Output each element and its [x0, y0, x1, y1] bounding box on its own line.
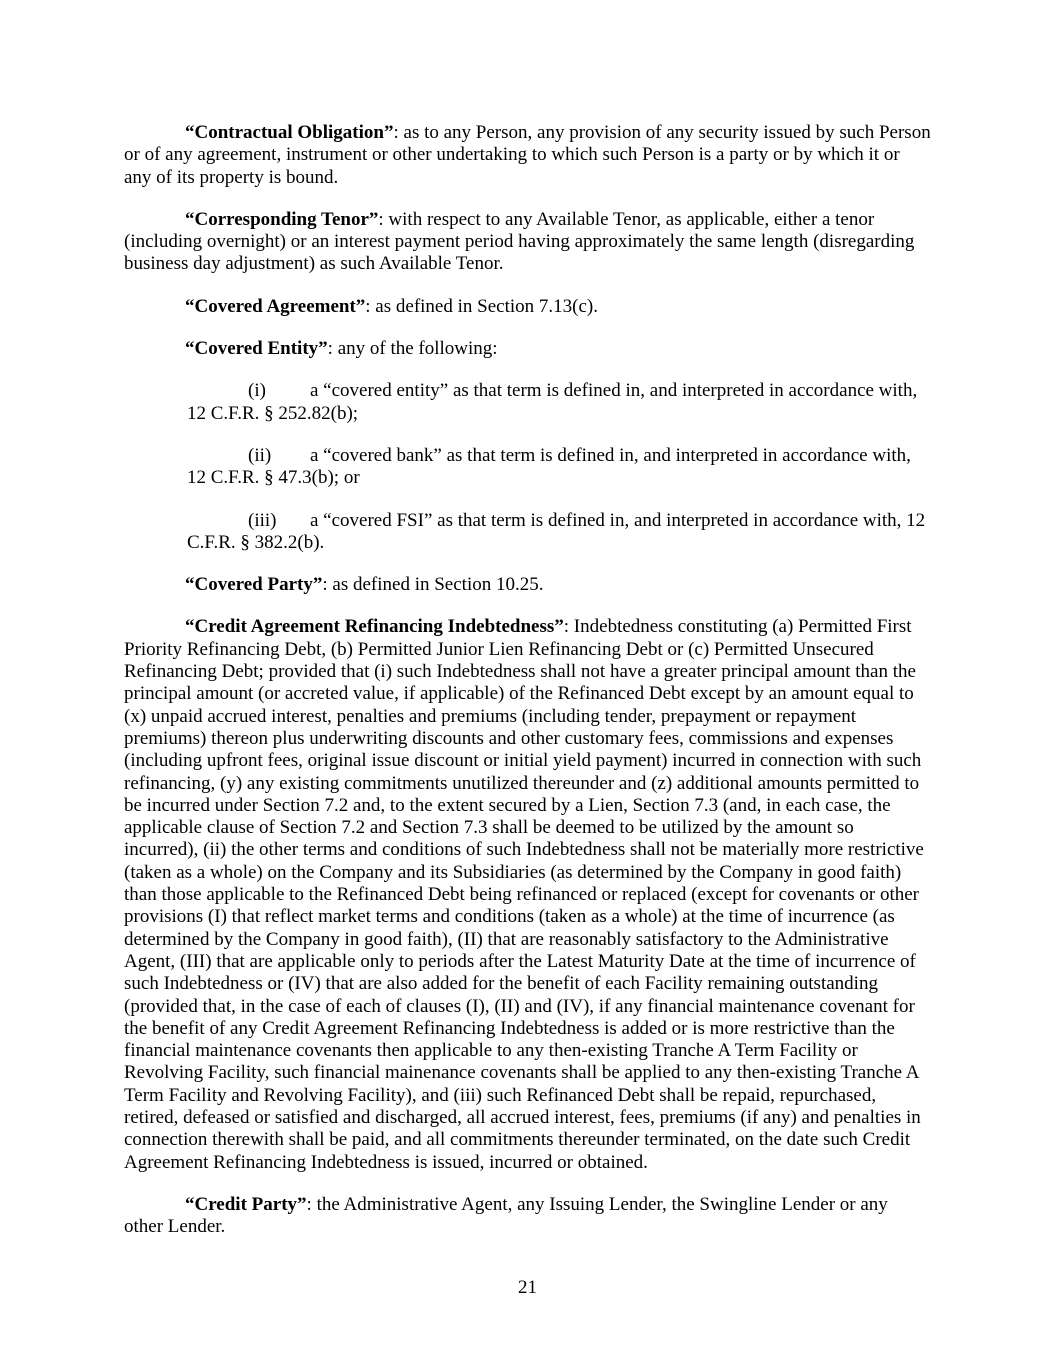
document-body	[124, 122, 931, 1258]
definition-text: : any of the following:	[327, 338, 498, 360]
clause-number: (i)	[248, 380, 266, 402]
defined-term: “Covered Agreement”	[185, 295, 366, 317]
clause-text: a “covered FSI” as that term is defined in, and interpreted in accordance with, 12 C.F.R. § 382.2(b).	[187, 509, 926, 553]
definition-paragraph-covered-agreement	[124, 296, 931, 318]
clause-text: a “covered entity” as that term is defined in, and interpreted in accordance with, 12 C.F.R. § 252.82(b);	[187, 380, 918, 424]
definition-paragraph-covered-party	[124, 574, 931, 596]
definition-text: : the Administrative Agent, any Issuing Lender, the Swingline Lender or any other Lender.	[124, 1193, 888, 1238]
clause-number: (iii)	[248, 509, 277, 531]
definition-text: : Indebtedness constituting (a) Permitted First Priority Refinancing Debt, (b) Permitted Junior Lien Refinancing Debt or (c) Permitted Unsecured Refinancing Debt; provided that (i) such Indebtedness shall not have a greater principal amount than the principal amount (or accreted value, if applicable) of the Refinanced Debt except by an amount equal to (x) unpaid accrued interest, penalties and premiums (including tender, prepayment or repayment premiums) thereon plus underwriting discounts and other customary fees, commissions and expenses (including upfront fees, original issue discount or initial yield payment) incurred in connection with such refinancing, (y) any existing commitments unutilized thereunder and (z) additional amounts permitted to be incurred under Section 7.2 and, to the extent secured by a Lien, Section 7.3 (and, in each case, the applicable clause of Section 7.2 and Section 7.3 shall be deemed to be utilized by the amount so incurred), (ii) the other terms and conditions of such Indebtedness shall not be materially more restrictive (taken as a whole) on the Company and its Subsidiaries (as determined by the Company in good faith) than those applicable to the Refinanced Debt being refinanced or replaced (except for covenants or other provisions (I) that reflect market terms and conditions (taken as a whole) at the time of incurrence (as determined by the Company in good faith), (II) that are reasonably satisfactory to the Administrative Agent, (III) that are applicable only to periods after the Latest Maturity Date at the time of incurrence of such Indebtedness or (IV) that are also added for the benefit of each Facility remaining outstanding (provided that, in the case of each of clauses (I), (II) and (IV), if any financial maintenance covenant for the benefit of any Credit Agreement Refinancing Indebtedness is added or is more restrictive than the financial maintenance covenants then applicable to any then-existing Tranche A Term Facility or Revolving Facility, such financial mainenance covenants shall be applied to any then-existing Tranche A Term Facility and Revolving Facility), and (iii) such Refinanced Debt shall be repaid, repurchased, retired, defeased or satisfied and discharged, all accrued interest, fees, premiums (if any) and penalties in connection therewith shall be paid, and all commitments thereunder terminated, on the date such Credit Agreement Refinancing Indebtedness is issued, incurred or obtained.	[124, 616, 924, 1173]
defined-term: “Covered Entity”	[185, 338, 328, 360]
definition-paragraph-credit-party	[124, 1194, 931, 1239]
definition-text: : as defined in Section 10.25.	[322, 574, 544, 596]
definition-text: : as defined in Section 7.13(c).	[365, 295, 598, 317]
definition-paragraph-corresponding-tenor	[124, 209, 931, 276]
page-number: 21	[518, 1277, 537, 1298]
clause-text: a “covered bank” as that term is defined in, and interpreted in accordance with, 12 C.F.R. § 47.3(b); or	[187, 444, 911, 489]
defined-term: “Contractual Obligation”	[185, 122, 394, 143]
sub-clause-i	[187, 380, 931, 425]
definition-text: : with respect to any Available Tenor, as applicable, either a tenor (including overnight) or an interest payment period having approximately the same length (disregarding business day adjustment) as such Available Tenor.	[124, 208, 915, 275]
definition-text: : as to any Person, any provision of any security issued by such Person or of any agreement, instrument or other undertaking to which such Person is a party or by which it or any of its property is bound.	[124, 122, 931, 188]
sub-clause-iii	[187, 510, 931, 555]
sub-clause-ii	[187, 445, 931, 490]
definition-paragraph-contractual-obligation	[124, 122, 931, 189]
defined-term: “Credit Party”	[185, 1193, 307, 1215]
clause-number: (ii)	[248, 444, 272, 466]
definition-paragraph-covered-entity	[124, 338, 931, 360]
definition-paragraph-credit-agreement-refinancing-indebtedness	[124, 616, 931, 1173]
defined-term: “Corresponding Tenor”	[185, 208, 379, 230]
defined-term: “Credit Agreement Refinancing Indebtedness”	[185, 616, 564, 638]
defined-term: “Covered Party”	[185, 574, 323, 596]
